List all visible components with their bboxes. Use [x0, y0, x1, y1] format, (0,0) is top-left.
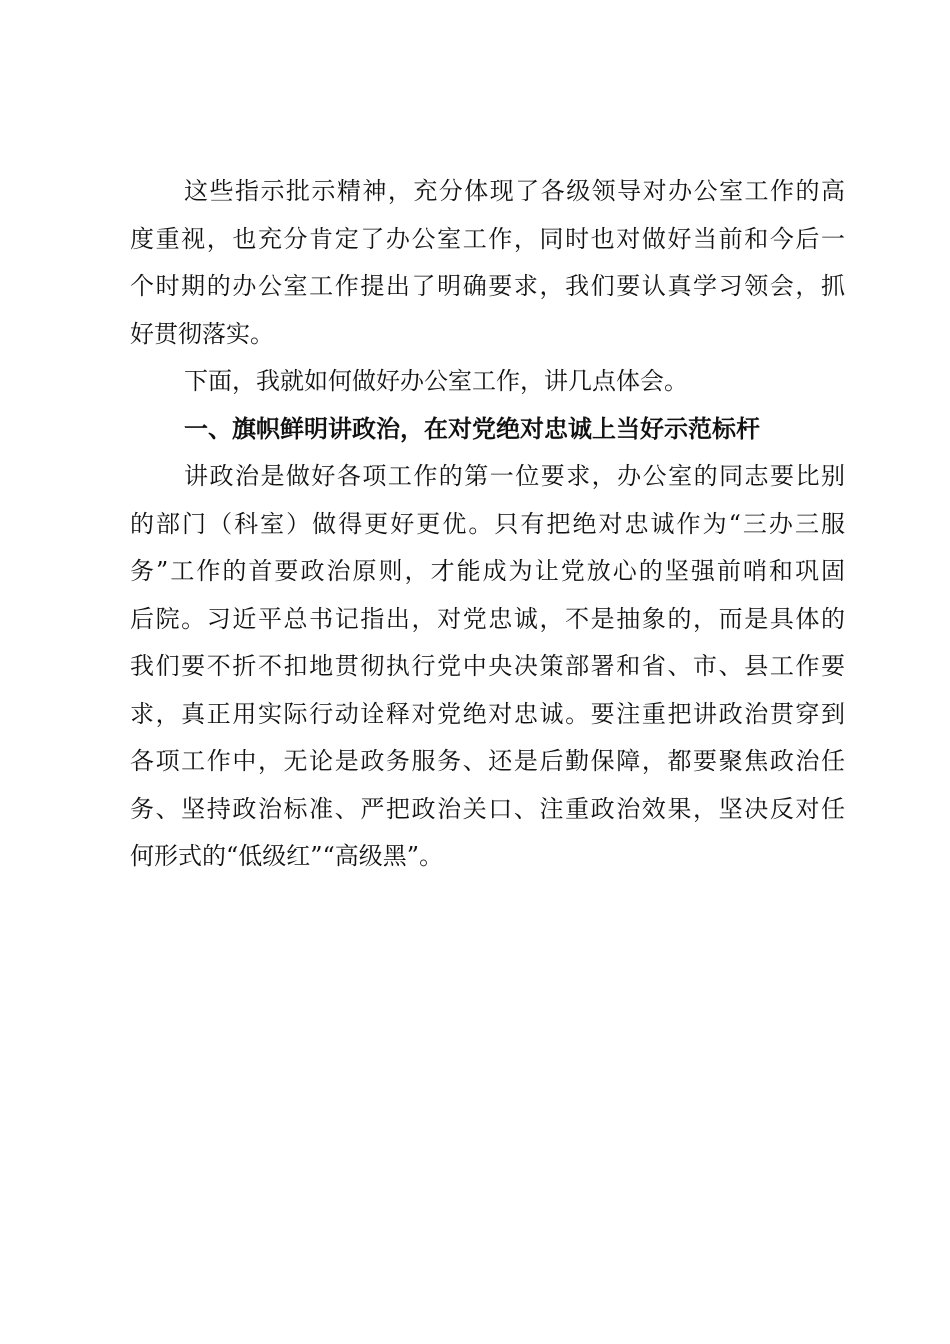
- section-heading: [130, 406, 845, 454]
- paragraph-line: 务、坚持政治标准、严把政治关口、注重政治效果，坚决反对任: [130, 794, 845, 823]
- paragraph-politics: [130, 453, 845, 881]
- paragraph-line: 个时期的办公室工作提出了明确要求，我们要认真学习领会，抓: [130, 272, 845, 300]
- paragraph-line: 讲政治是做好各项工作的第一位要求，办公室的同志要比别: [184, 462, 845, 490]
- paragraph-line: 下面，我就如何做好办公室工作，讲几点体会。: [184, 367, 688, 395]
- paragraph-line: 度重视，也充分肯定了办公室工作，同时也对做好当前和今后一: [130, 224, 845, 253]
- paragraph-line: 我们要不折不扣地贯彻执行党中央决策部署和省、市、县工作要: [130, 652, 845, 680]
- paragraph-line: 这些指示批示精神，充分体现了各级领导对办公室工作的高: [184, 177, 845, 205]
- paragraph-intro: [130, 358, 845, 406]
- paragraph-line: 务”工作的首要政治原则，才能成为让党放心的坚强前哨和巩固: [130, 557, 845, 585]
- document-body: [130, 168, 845, 881]
- paragraph-line: 各项工作中，无论是政务服务、还是后勤保障，都要聚焦政治任: [130, 747, 845, 775]
- section-heading-text: 一、旗帜鲜明讲政治，在对党绝对忠诚上当好示范标杆: [184, 414, 760, 443]
- paragraph-instructions-spirit: [130, 168, 845, 358]
- paragraph-line: 的部门（科室）做得更好更优。只有把绝对忠诚作为“三办三服: [130, 509, 845, 538]
- paragraph-line: 何形式的“低级红”“高级黑”。: [130, 842, 444, 870]
- paragraph-line: 求，真正用实际行动诠释对党绝对忠诚。要注重把讲政治贯穿到: [130, 699, 845, 728]
- paragraph-line: 后院。习近平总书记指出，对党忠诚，不是抽象的，而是具体的: [130, 604, 845, 633]
- paragraph-line: 好贯彻落实。: [130, 319, 274, 348]
